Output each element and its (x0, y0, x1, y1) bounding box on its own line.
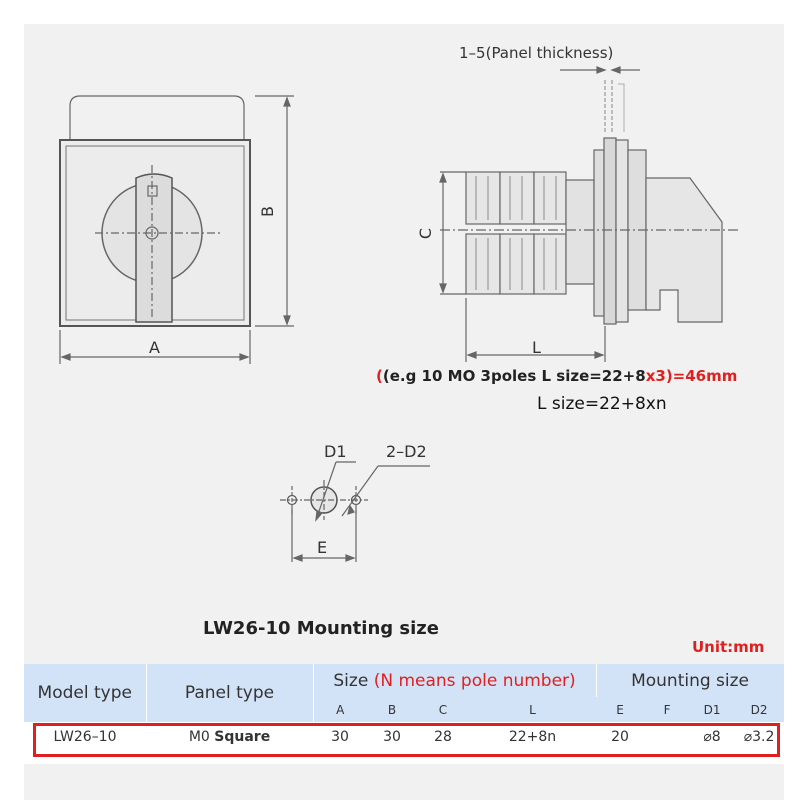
dim-c-label: C (416, 227, 436, 240)
mounting-holes (280, 462, 430, 562)
unit-label: Unit:mm (692, 638, 765, 656)
header-panel-type: Panel type (146, 664, 313, 722)
row-highlight-box (33, 723, 780, 757)
cell-panel-shape: Square (214, 729, 271, 745)
cell-c: 28 (417, 722, 469, 752)
subheader-e: E (596, 697, 644, 722)
d2-label: 2–D2 (386, 442, 427, 461)
front-view (60, 96, 294, 364)
cell-d2: ⌀3.2 (734, 722, 784, 752)
cell-panel-code: M0 (188, 729, 210, 745)
header-size-prefix: Size (333, 670, 369, 691)
subheader-b: B (367, 697, 417, 722)
example-note-highlight: x3)=46mm (645, 367, 738, 385)
header-size-note: (N means pole number) (373, 670, 576, 691)
header-model-type: Model type (24, 664, 146, 722)
diagram-title: LW26-10 Mounting size (203, 618, 439, 639)
example-note-prefix: (e.g 10 MO 3poles L size=22+8 (382, 367, 646, 385)
cell-e: 20 (596, 722, 644, 752)
front-top-tab (70, 96, 244, 140)
l-size-formula: L size=22+8xn (537, 394, 667, 414)
panel-thickness-label: 1–5(Panel thickness) (459, 44, 614, 62)
cell-d1: ⌀8 (690, 722, 734, 752)
cell-b: 30 (367, 722, 417, 752)
header-mounting-size: Mounting size (596, 664, 784, 697)
e-label: E (317, 538, 328, 557)
cell-model: LW26–10 (24, 722, 146, 752)
d1-label: D1 (324, 442, 347, 461)
side-view (440, 67, 740, 362)
subheader-d1: D1 (690, 697, 734, 722)
cell-a: 30 (313, 722, 367, 752)
subheader-d2: D2 (734, 697, 784, 722)
header-size (313, 664, 596, 697)
dim-b-label: B (257, 206, 277, 217)
subheader-l: L (469, 697, 596, 722)
cell-l: 22+8n (469, 722, 596, 752)
example-note: ((e.g 10 MO 3poles L size=22+8x3)=46mm (376, 367, 738, 385)
dim-l-label: L (532, 338, 541, 357)
subheader-f: F (644, 697, 690, 722)
dim-a-label: A (149, 338, 160, 357)
subheader-c: C (417, 697, 469, 722)
subheader-a: A (313, 697, 367, 722)
